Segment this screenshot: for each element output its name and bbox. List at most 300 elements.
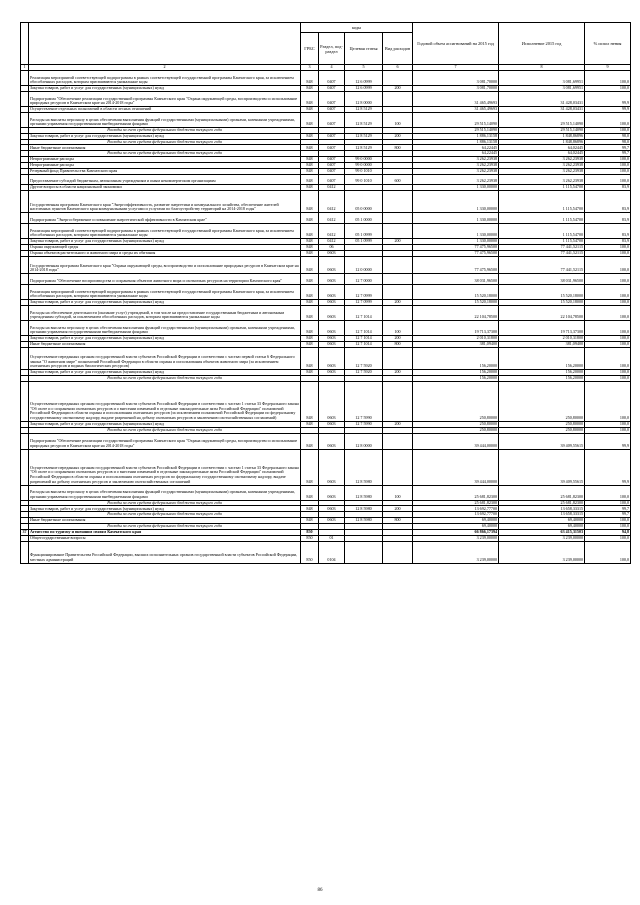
header-target: Целевая статья bbox=[345, 33, 383, 65]
cell-v bbox=[383, 433, 413, 449]
cell-a: 1 330,00000 bbox=[413, 239, 499, 245]
cell-p: 100,0 bbox=[585, 306, 631, 321]
cell-p: 83,9 bbox=[585, 224, 631, 239]
cell-n bbox=[21, 285, 29, 300]
cell-name: Общегосударственные вопросы bbox=[29, 535, 301, 541]
cell-a: 3 081,70000 bbox=[413, 86, 499, 92]
cell-a: 29 515,14090 bbox=[413, 128, 499, 134]
table-row bbox=[21, 485, 631, 500]
cell-g: 848 bbox=[301, 449, 319, 485]
cell-e: 38 031,96500 bbox=[499, 274, 585, 285]
cell-g: 848 bbox=[301, 485, 319, 500]
cell-v bbox=[383, 285, 413, 300]
cell-n bbox=[21, 306, 29, 321]
cell-g: 848 bbox=[301, 381, 319, 421]
cell-e: 1 115,54700 bbox=[499, 185, 585, 191]
cell-g: 848 bbox=[301, 113, 319, 128]
cell-name: Закупка товаров, работ и услуг для государственных (муниципальных) нужд bbox=[29, 239, 301, 245]
cell-e: 22 104,78500 bbox=[499, 306, 585, 321]
cell-name: Закупка товаров, работ и услуг для государственных (муниципальных) нужд bbox=[29, 421, 301, 427]
cell-p: 100,0 bbox=[585, 175, 631, 185]
cell-e: 15 520,18000 bbox=[499, 285, 585, 300]
cell-e: 3 239,00000 bbox=[499, 535, 585, 541]
table-row bbox=[21, 274, 631, 285]
cell-s: 0603 bbox=[319, 421, 345, 427]
table-row bbox=[21, 348, 631, 370]
cell-t: 12 7 1014 bbox=[345, 342, 383, 348]
cell-a: 156,20000 bbox=[413, 376, 499, 382]
cell-p: 100,0 bbox=[585, 348, 631, 370]
cell-g: 848 bbox=[301, 185, 319, 191]
cell-t: 12 8 0000 bbox=[345, 92, 383, 107]
cell-p: 100,0 bbox=[585, 381, 631, 421]
cell-n bbox=[21, 175, 29, 185]
cell-g: 848 bbox=[301, 421, 319, 427]
cell-s: 0412 bbox=[319, 239, 345, 245]
cell-p: 100,0 bbox=[585, 535, 631, 541]
table-row bbox=[21, 306, 631, 321]
cell-p: 100,0 bbox=[585, 257, 631, 274]
cell-name: Расходы на выплаты персоналу в целях обеспечения выполнения функций государственными (муниципальными) органами, казенными учреждениями, органами управления государственными внебюджетными фондами bbox=[29, 113, 301, 128]
cell-n bbox=[21, 485, 29, 500]
cell-t: 12 8 5980 bbox=[345, 449, 383, 485]
index-row: 1 2 3 4 5 6 7 8 9 bbox=[21, 65, 631, 71]
cell-p: 100,0 bbox=[585, 500, 631, 506]
cell-s: 0603 bbox=[319, 251, 345, 257]
cell-p: 100,0 bbox=[585, 321, 631, 336]
cell-n bbox=[21, 541, 29, 563]
cell-name: Расходы за счет средств федерального бюджета текущего года bbox=[29, 376, 301, 382]
cell-p: 100,0 bbox=[585, 113, 631, 128]
cell-p: 99,7 bbox=[585, 151, 631, 157]
cell-a: 3 239,00000 bbox=[413, 535, 499, 541]
cell-g: 848 bbox=[301, 274, 319, 285]
cell-e: 156,20000 bbox=[499, 370, 585, 376]
cell-p: 100,0 bbox=[585, 523, 631, 529]
cell-name: Расходы за счет средств федерального бюджета текущего года bbox=[29, 512, 301, 518]
cell-s: 0412 bbox=[319, 224, 345, 239]
cell-t: 12 8 5129 bbox=[345, 133, 383, 139]
cell-a: 25 681,82300 bbox=[413, 485, 499, 500]
cell-e: 15 520,18000 bbox=[499, 300, 585, 306]
cell-v bbox=[383, 541, 413, 563]
cell-n bbox=[21, 274, 29, 285]
cell-v bbox=[383, 71, 413, 86]
cell-a: 1 886,13158 bbox=[413, 139, 499, 145]
cell-s: 0603 bbox=[319, 274, 345, 285]
cell-p: 99,7 bbox=[585, 512, 631, 518]
cell-a: 250,80000 bbox=[413, 427, 499, 433]
cell-g: 848 bbox=[301, 506, 319, 512]
cell-e: 1 848,86896 bbox=[499, 139, 585, 145]
header-number bbox=[21, 23, 29, 65]
table-row bbox=[21, 71, 631, 86]
cell-name: Непрограммные расходы bbox=[29, 157, 301, 163]
cell-p: 100,0 bbox=[585, 541, 631, 563]
cell-t: 12 7 0999 bbox=[345, 285, 383, 300]
cell-v: 200 bbox=[383, 370, 413, 376]
cell-v: 200 bbox=[383, 133, 413, 139]
table-row bbox=[21, 175, 631, 185]
cell-v: 200 bbox=[383, 336, 413, 342]
cell-e: 1 848,86896 bbox=[499, 133, 585, 139]
cell-name: Осуществление отдельных полномочий в области лесных отношений bbox=[29, 107, 301, 113]
cell-n bbox=[21, 224, 29, 239]
cell-name: Подпрограмма "Обеспечение воспроизводства и сохранения объектов животного мира и охотничьих ресурсов на территории Камчатского края" bbox=[29, 274, 301, 285]
cell-s: 0603 bbox=[319, 306, 345, 321]
cell-p: 100,0 bbox=[585, 157, 631, 163]
cell-p: 100,0 bbox=[585, 86, 631, 92]
cell-s: 0407 bbox=[319, 71, 345, 86]
cell-p: 83,9 bbox=[585, 185, 631, 191]
cell-v: 800 bbox=[383, 342, 413, 348]
cell-s: 0407 bbox=[319, 157, 345, 163]
cell-name: Подпрограмма "Энергосбережение и повышение энергетической эффективности в Камчатском крае" bbox=[29, 213, 301, 224]
cell-p: 99,9 bbox=[585, 92, 631, 107]
cell-g: 848 bbox=[301, 71, 319, 86]
cell-v: 600 bbox=[383, 175, 413, 185]
cell-s: 0603 bbox=[319, 285, 345, 300]
cell-a: 1 330,00000 bbox=[413, 185, 499, 191]
cell-p: 100,0 bbox=[585, 71, 631, 86]
cell-p: 100,0 bbox=[585, 376, 631, 382]
cell-s: 0407 bbox=[319, 86, 345, 92]
table-row bbox=[21, 541, 631, 563]
cell-t: 99 0 1010 bbox=[345, 169, 383, 175]
table-row bbox=[21, 92, 631, 107]
cell-g: 848 bbox=[301, 321, 319, 336]
cell-e: 3 239,00000 bbox=[499, 541, 585, 563]
cell-v bbox=[383, 191, 413, 213]
cell-name: Иные бюджетные ассигнования bbox=[29, 342, 301, 348]
cell-p: 98,0 bbox=[585, 139, 631, 145]
cell-a: 39 444,00000 bbox=[413, 449, 499, 485]
cell-e: 2 010,31800 bbox=[499, 336, 585, 342]
cell-s: 0407 bbox=[319, 163, 345, 169]
cell-s: 01 bbox=[319, 535, 345, 541]
cell-v bbox=[383, 92, 413, 107]
header-grbs: ГРБС bbox=[301, 33, 319, 65]
cell-p: 100,0 bbox=[585, 370, 631, 376]
table-body bbox=[21, 71, 631, 564]
cell-e: 3 262,23938 bbox=[499, 157, 585, 163]
cell-v bbox=[383, 224, 413, 239]
cell-g: 848 bbox=[301, 239, 319, 245]
cell-g: 848 bbox=[301, 370, 319, 376]
header-execution: Исполнение 2015 год bbox=[499, 23, 585, 65]
cell-e: 77 441,52115 bbox=[499, 251, 585, 257]
cell-t: 12 7 5920 bbox=[345, 370, 383, 376]
cell-n bbox=[21, 321, 29, 336]
cell-t: 05 1 0000 bbox=[345, 213, 383, 224]
cell-a: 250,80000 bbox=[413, 421, 499, 427]
cell-p: 100,0 bbox=[585, 163, 631, 169]
cell-s: 0407 bbox=[319, 113, 345, 128]
cell-s: 0407 bbox=[319, 92, 345, 107]
cell-t: 12 7 5990 bbox=[345, 381, 383, 421]
cell-t: 12 8 5980 bbox=[345, 506, 383, 512]
cell-a: 15 520,18000 bbox=[413, 300, 499, 306]
cell-v bbox=[383, 381, 413, 421]
cell-v bbox=[383, 257, 413, 274]
cell-name: Охрана объектов растительного и животного мира и среды их обитания bbox=[29, 251, 301, 257]
cell-p: 100,0 bbox=[585, 421, 631, 427]
cell-s: 06 bbox=[319, 245, 345, 251]
cell-name: Государственная программа Камчатского края "Охрана окружающей среды, воспроизводство и использование природных ресурсов в Камчатском крае на 2014-2018 годы" bbox=[29, 257, 301, 274]
cell-a: 31 465,49693 bbox=[413, 92, 499, 107]
cell-name: Осуществление переданных органам государственной власти субъектов Российской Федерации в соответствии с частью первой статьи 6 Федерального закона "О животном мире" полномочий Российской Федерации в области охраны и использования объектов животного мира (за исключением охотничьих ресурсов и водных биологических ресурсов) bbox=[29, 348, 301, 370]
cell-g: 848 bbox=[301, 306, 319, 321]
cell-e: 13 658,33315 bbox=[499, 506, 585, 512]
cell-v: 800 bbox=[383, 145, 413, 151]
cell-n bbox=[21, 113, 29, 128]
cell-n bbox=[21, 213, 29, 224]
cell-a: 3 262,23938 bbox=[413, 175, 499, 185]
cell-p: 100,0 bbox=[585, 274, 631, 285]
cell-a: 69,40000 bbox=[413, 523, 499, 529]
cell-p: 100,0 bbox=[585, 517, 631, 523]
cell-v: 200 bbox=[383, 239, 413, 245]
cell-e: 25 681,82300 bbox=[499, 500, 585, 506]
cell-a: 64,22445 bbox=[413, 145, 499, 151]
cell-name: Расходы за счет средств федерального бюджета текущего года bbox=[29, 500, 301, 506]
cell-s: 0412 bbox=[319, 213, 345, 224]
cell-a: 22 104,78500 bbox=[413, 306, 499, 321]
cell-g: 848 bbox=[301, 300, 319, 306]
page-number: 86 bbox=[317, 888, 323, 893]
cell-e: 31 428,03431 bbox=[499, 92, 585, 107]
cell-name: Расходы за счет средств федерального бюджета текущего года bbox=[29, 128, 301, 134]
cell-e: 19 713,37300 bbox=[499, 321, 585, 336]
cell-n bbox=[21, 191, 29, 213]
cell-g: 848 bbox=[301, 175, 319, 185]
cell-e: 13 658,33315 bbox=[499, 512, 585, 518]
cell-e: 3 081,69951 bbox=[499, 86, 585, 92]
cell-v: 100 bbox=[383, 485, 413, 500]
cell-t: 12 7 5990 bbox=[345, 421, 383, 427]
cell-p: 100,0 bbox=[585, 342, 631, 348]
cell-p: 100,0 bbox=[585, 300, 631, 306]
cell-name: Реализация мероприятий соответствующей подпрограммы в рамках соответствующей государственной программы Камчатского края, за исключением обособленных расходов, которым присваиваются уникальные коды bbox=[29, 71, 301, 86]
cell-g: 848 bbox=[301, 213, 319, 224]
cell-p: 99,9 bbox=[585, 433, 631, 449]
cell-e: 1 115,54700 bbox=[499, 239, 585, 245]
cell-name: Осуществление переданных органам государственной власти субъектов Российской Федерации в соответствии с частью 1 статьи 33 Федерального закона "Об охоте и о сохранении охотничьих ресурсов и о внесении изменений в отдельные законодательные акты Российской Федерации" полномочий Российской Федерации в области охраны и использования охотничьих ресурсов (за исключением полномочий Российской Федерации по федеральному государственному охотничьему надзору, выдаче разрешений на добычу охотничьих ресурсов и заключению охотхозяйственных соглашений) bbox=[29, 381, 301, 421]
cell-a: 13 692,77700 bbox=[413, 506, 499, 512]
cell-g: 848 bbox=[301, 251, 319, 257]
cell-a: 1 330,00000 bbox=[413, 213, 499, 224]
cell-a: 38 031,96500 bbox=[413, 274, 499, 285]
cell-e: 63 415,31503 bbox=[499, 529, 585, 535]
cell-n bbox=[21, 449, 29, 485]
cell-a: 31 465,49693 bbox=[413, 107, 499, 113]
cell-a: 77 475,96500 bbox=[413, 257, 499, 274]
cell-t: 12 8 5980 bbox=[345, 517, 383, 523]
cell-g: 848 bbox=[301, 133, 319, 139]
cell-s: 0407 bbox=[319, 145, 345, 151]
cell-name: Расходы за счет средств федерального бюджета текущего года bbox=[29, 427, 301, 433]
cell-a: 1 886,13158 bbox=[413, 133, 499, 139]
cell-n bbox=[21, 348, 29, 370]
cell-p: 100,0 bbox=[585, 128, 631, 134]
cell-t: 99 0 1010 bbox=[345, 175, 383, 185]
cell-name: Закупка товаров, работ и услуг для государственных (муниципальных) нужд bbox=[29, 300, 301, 306]
cell-g: 848 bbox=[301, 348, 319, 370]
cell-t: 12 7 5920 bbox=[345, 348, 383, 370]
cell-g: 848 bbox=[301, 224, 319, 239]
cell-s: 0412 bbox=[319, 191, 345, 213]
cell-s: 0407 bbox=[319, 169, 345, 175]
cell-e: 25 681,82300 bbox=[499, 485, 585, 500]
header-expense-type: Вид расходов bbox=[383, 33, 413, 65]
cell-t: 12 6 0999 bbox=[345, 71, 383, 86]
cell-e: 3 081,69951 bbox=[499, 71, 585, 86]
cell-s: 0603 bbox=[319, 506, 345, 512]
cell-v bbox=[383, 348, 413, 370]
cell-t: 99 0 0000 bbox=[345, 157, 383, 163]
cell-g: 850 bbox=[301, 529, 319, 535]
cell-p: 100,0 bbox=[585, 251, 631, 257]
cell-t: 12 8 5129 bbox=[345, 145, 383, 151]
cell-t: 05 0 0000 bbox=[345, 191, 383, 213]
cell-v: 200 bbox=[383, 506, 413, 512]
cell-e: 381,09400 bbox=[499, 342, 585, 348]
cell-p: 98,0 bbox=[585, 133, 631, 139]
table-row bbox=[21, 433, 631, 449]
cell-g: 850 bbox=[301, 541, 319, 563]
cell-e: 3 262,23938 bbox=[499, 169, 585, 175]
cell-v: 800 bbox=[383, 517, 413, 523]
cell-s: 0603 bbox=[319, 342, 345, 348]
cell-e: 64,02445 bbox=[499, 145, 585, 151]
cell-name: Подпрограмма "Обеспечение реализации государственной программы Камчатского края "Охрана окружающей среды, воспроизводство и использование природных ресурсов в Камчатском крае на 2014-2018 годы" bbox=[29, 92, 301, 107]
cell-p: 100,0 bbox=[585, 427, 631, 433]
cell-s: 0603 bbox=[319, 485, 345, 500]
cell-s: 0603 bbox=[319, 381, 345, 421]
cell-name: Функционирование Правительства Российской Федерации, высших исполнительных органов государственной власти субъектов Российской Федерации, местных администраций bbox=[29, 541, 301, 563]
cell-a: 156,20000 bbox=[413, 370, 499, 376]
cell-t: 12 7 1014 bbox=[345, 306, 383, 321]
cell-a: 3 262,23938 bbox=[413, 163, 499, 169]
cell-e: 39 409,55615 bbox=[499, 449, 585, 485]
cell-s: 0603 bbox=[319, 336, 345, 342]
cell-t: 12 8 5980 bbox=[345, 485, 383, 500]
cell-p: 99,9 bbox=[585, 449, 631, 485]
cell-g: 848 bbox=[301, 257, 319, 274]
cell-a: 69,40000 bbox=[413, 517, 499, 523]
header-name bbox=[29, 23, 301, 65]
cell-v bbox=[383, 274, 413, 285]
cell-p: 100,0 bbox=[585, 485, 631, 500]
header-codes: коды bbox=[301, 23, 413, 33]
cell-v bbox=[383, 306, 413, 321]
cell-t bbox=[345, 541, 383, 563]
cell-t: 05 1 0999 bbox=[345, 224, 383, 239]
cell-a: 2 010,31800 bbox=[413, 336, 499, 342]
cell-name: Закупка товаров, работ и услуг для государственных (муниципальных) нужд bbox=[29, 133, 301, 139]
cell-e: 250,80000 bbox=[499, 427, 585, 433]
cell-t: 12 8 5129 bbox=[345, 113, 383, 128]
cell-a: 77 475,96500 bbox=[413, 251, 499, 257]
cell-name: Расходы на выплаты персоналу в целях обеспечения выполнения функций государственными (муниципальными) органами, казенными учреждениями, органами управления государственными внебюджетными фондами bbox=[29, 321, 301, 336]
cell-s: 0412 bbox=[319, 185, 345, 191]
cell-a: 250,80000 bbox=[413, 381, 499, 421]
cell-s: 0603 bbox=[319, 257, 345, 274]
cell-n: 37 bbox=[22, 529, 27, 534]
table-row bbox=[21, 191, 631, 213]
cell-t: 05 1 0999 bbox=[345, 239, 383, 245]
cell-v: 100 bbox=[383, 321, 413, 336]
cell-g: 848 bbox=[301, 342, 319, 348]
cell-e: 1 115,54700 bbox=[499, 224, 585, 239]
header-section: Раздел, под-раздел bbox=[319, 33, 345, 65]
cell-t: 12 0 0000 bbox=[345, 257, 383, 274]
cell-e: 156,20000 bbox=[499, 376, 585, 382]
cell-e: 1 115,54700 bbox=[499, 213, 585, 224]
cell-g: 848 bbox=[301, 145, 319, 151]
cell-g: 848 bbox=[301, 517, 319, 523]
cell-t: 12 7 0000 bbox=[345, 274, 383, 285]
cell-g: 848 bbox=[301, 433, 319, 449]
cell-v bbox=[383, 213, 413, 224]
cell-g: 850 bbox=[301, 535, 319, 541]
cell-name: Закупка товаров, работ и услуг для государственных (муниципальных) нужд bbox=[29, 506, 301, 512]
cell-a: 3 262,23938 bbox=[413, 157, 499, 163]
cell-e: 1 115,54700 bbox=[499, 191, 585, 213]
cell-g: 848 bbox=[301, 191, 319, 213]
cell-e: 156,20000 bbox=[499, 348, 585, 370]
cell-s: 0603 bbox=[319, 370, 345, 376]
cell-g: 848 bbox=[301, 92, 319, 107]
cell-name: Расходы на обеспечение деятельности (оказание услуг) учреждений, в том числе на предоставление государственным бюджетным и автономным учреждениям субсидий, за исключением обособленных расходов, которым присваиваются уникальные коды bbox=[29, 306, 301, 321]
cell-a: 25 681,82300 bbox=[413, 500, 499, 506]
cell-p: 83,9 bbox=[585, 239, 631, 245]
cell-t: 12 6 0999 bbox=[345, 86, 383, 92]
cell-name: Резервный фонд Правительства Камчатского края bbox=[29, 169, 301, 175]
cell-e: 64,02445 bbox=[499, 151, 585, 157]
cell-e: 77 441,52115 bbox=[499, 257, 585, 274]
cell-name: Охрана окружающей среды bbox=[29, 245, 301, 251]
cell-e: 69,40000 bbox=[499, 523, 585, 529]
cell-a: 3 239,00000 bbox=[413, 541, 499, 563]
table-row bbox=[21, 321, 631, 336]
cell-s: 0104 bbox=[319, 541, 345, 563]
cell-name: Осуществление переданных органам государственной власти субъектов Российской Федерации в соответствии с частью 1 статьи 33 Федерального закона "Об охоте и о сохранении охотничьих ресурсов и о внесении изменений в отдельные законодательные акты Российской Федерации" полномочий Российской Федерации в области охраны и использования охотничьих ресурсов по федеральному государственному охотничьему надзору, выдаче разрешений на добычу охотничьих ресурсов и заключению охотхозяйственных соглашений bbox=[29, 449, 301, 485]
cell-a: 66 866,17394 bbox=[413, 529, 499, 535]
cell-n bbox=[21, 92, 29, 107]
cell-name: Агентство по туризму и внешним связям Камчатского края bbox=[29, 529, 301, 535]
cell-v: 100 bbox=[383, 113, 413, 128]
cell-name: Предоставление субсидий бюджетным, автономным учреждениям и иным некоммерческим организациям bbox=[29, 175, 301, 185]
cell-a: 29 515,14090 bbox=[413, 113, 499, 128]
cell-t: 12 7 0999 bbox=[345, 300, 383, 306]
table-row bbox=[21, 449, 631, 485]
cell-p: 83,9 bbox=[585, 191, 631, 213]
cell-t: 12 7 1014 bbox=[345, 321, 383, 336]
cell-name: Закупка товаров, работ и услуг для государственных (муниципальных) нужд bbox=[29, 336, 301, 342]
cell-g: 848 bbox=[301, 86, 319, 92]
cell-a: 3 081,70000 bbox=[413, 71, 499, 86]
cell-v: 200 bbox=[383, 300, 413, 306]
table-row bbox=[21, 257, 631, 274]
table-row bbox=[21, 381, 631, 421]
cell-name: Расходы на выплаты персоналу в целях обеспечения выполнения функций государственными (муниципальными) органами, казенными учреждениями, органами управления государственными внебюджетными фондами bbox=[29, 485, 301, 500]
cell-p: 99,7 bbox=[585, 145, 631, 151]
cell-g: 848 bbox=[301, 157, 319, 163]
cell-s: 0407 bbox=[319, 133, 345, 139]
cell-t: 12 7 1014 bbox=[345, 336, 383, 342]
cell-e: 39 409,55615 bbox=[499, 433, 585, 449]
